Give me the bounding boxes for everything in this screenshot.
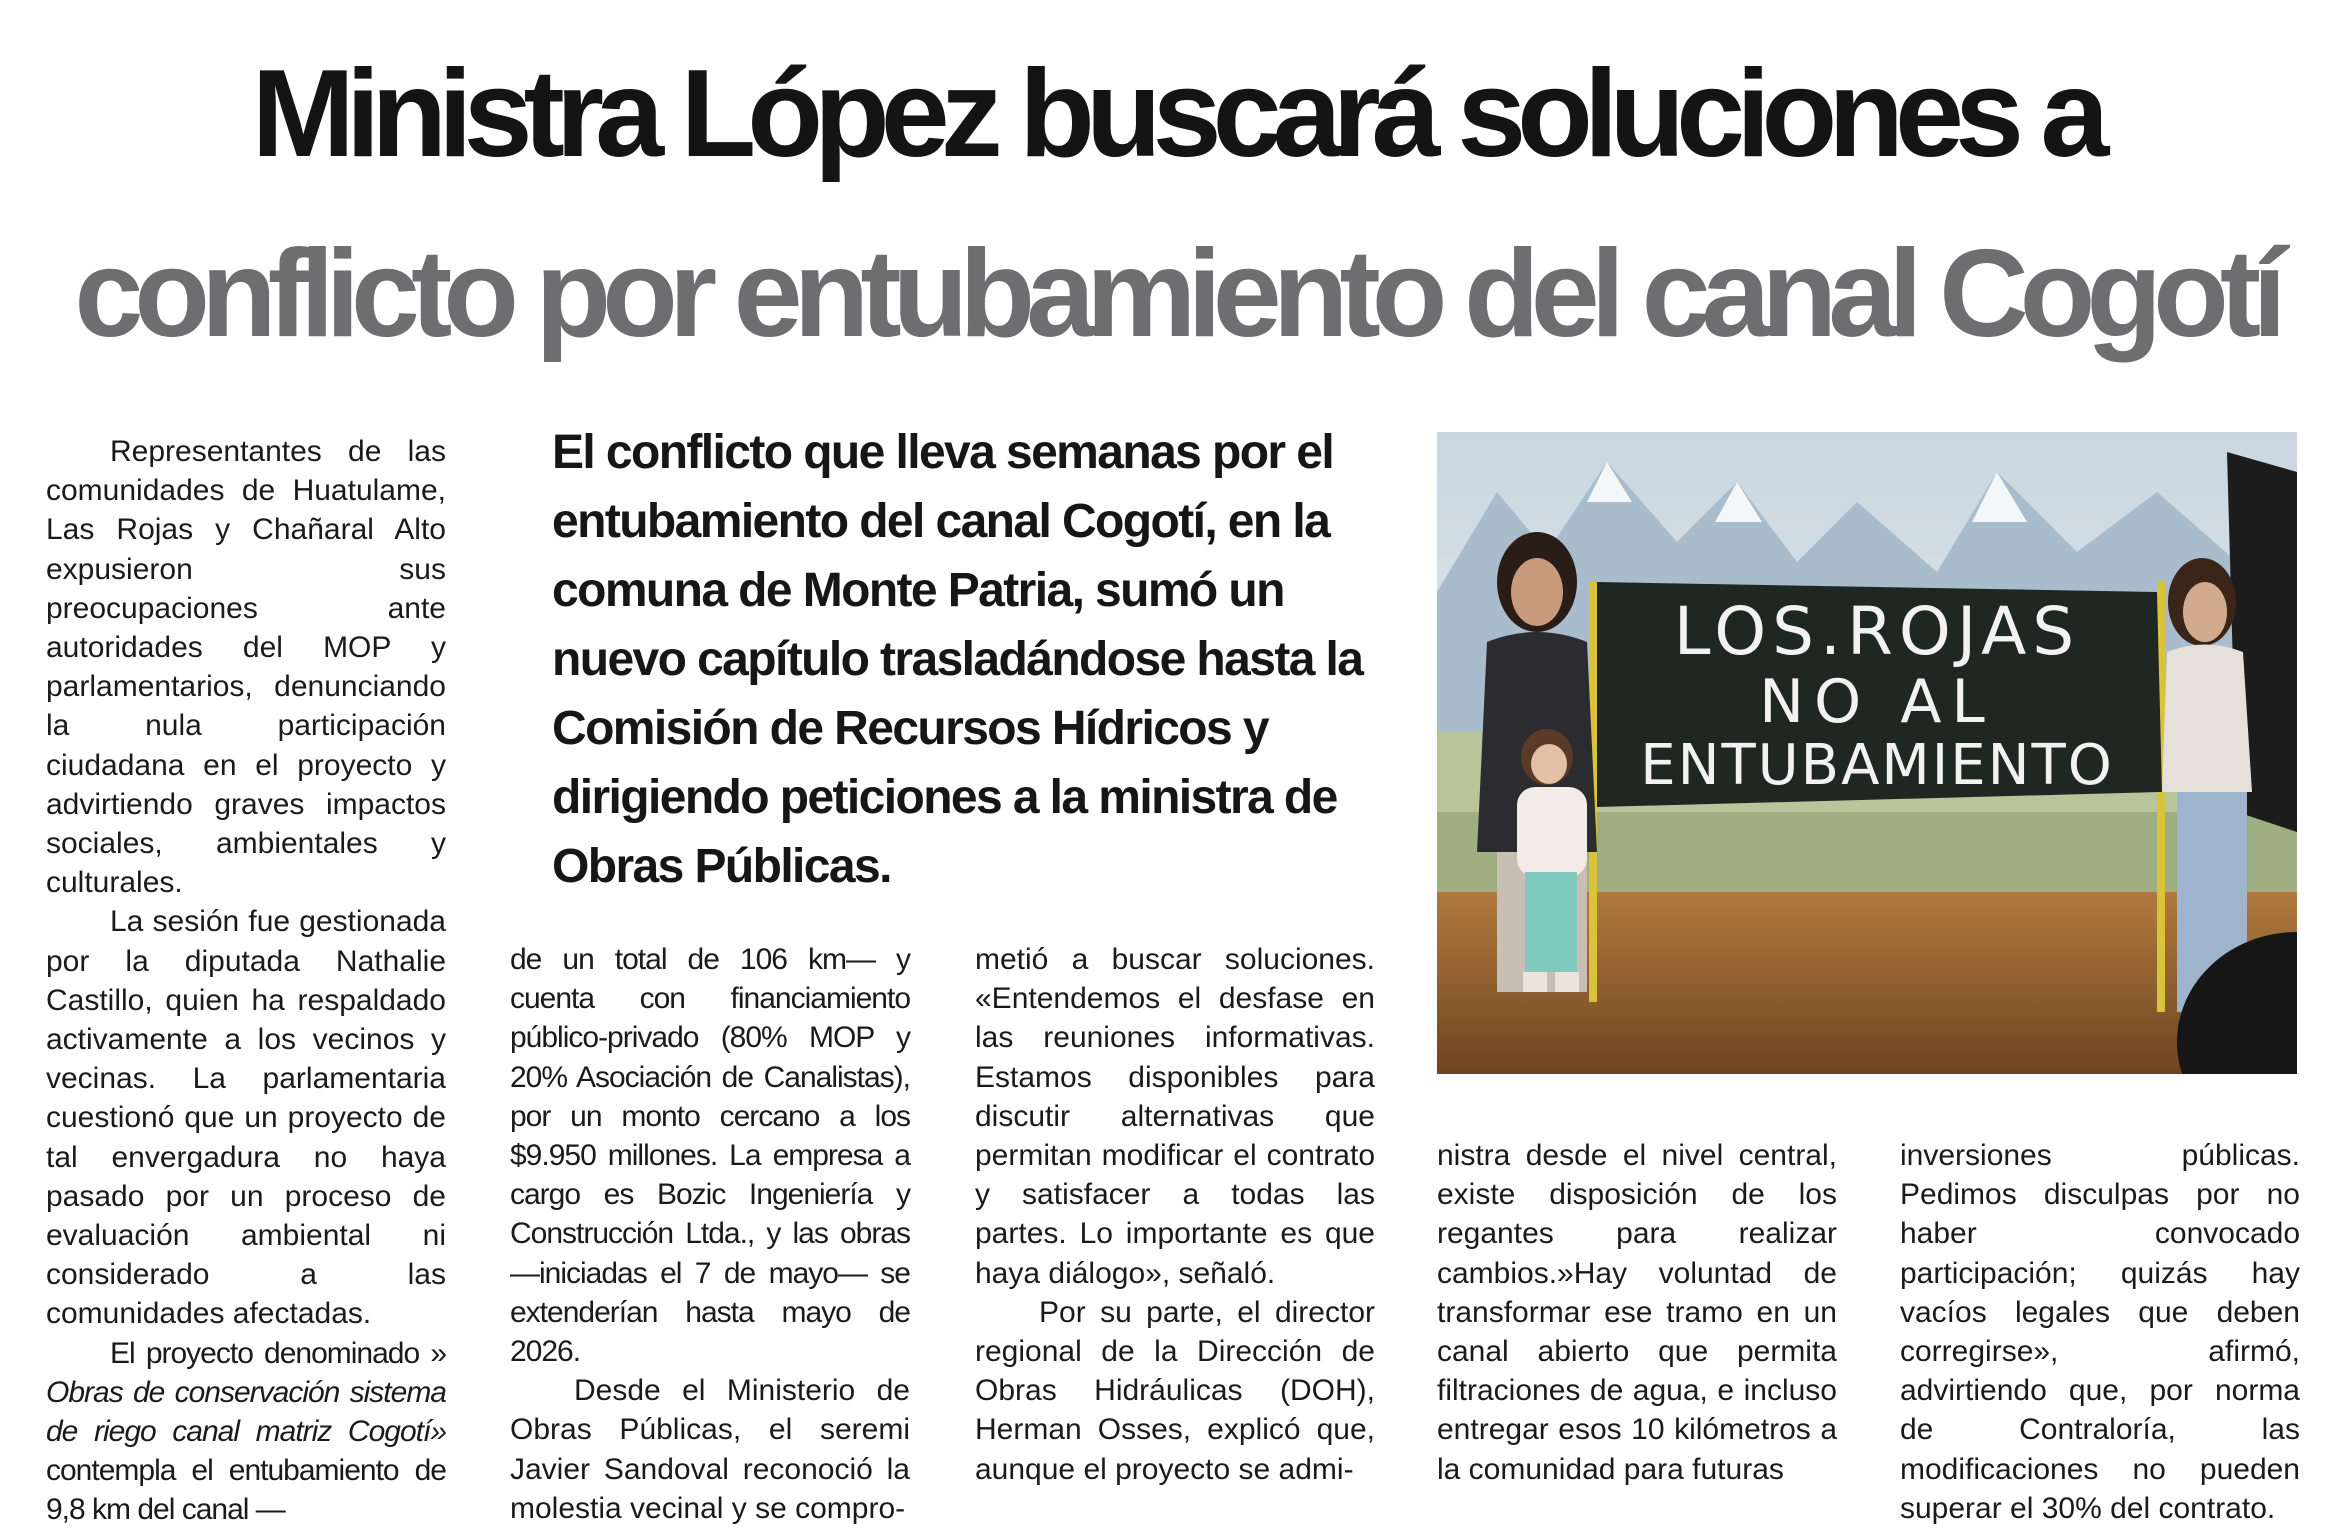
lead-paragraph: El conflicto que lleva semanas por el entubamiento del canal Cogotí, en la comuna de Monte Patria, sumó un nuevo capítulo trasladándose hasta la Comisión de Recursos Hídricos y dirigiendo peticiones a la ministra de Obras Públicas. xyxy=(552,426,1363,893)
body-paragraph-7: Por su parte, el director regional de la Dirección de Obras Hidráulicas (DOH), Herman Osses, explicó que, aunque el proyecto se admi- xyxy=(975,1295,1375,1486)
body-paragraph-4: de un total de 106 km— y cuenta con financiamiento público-privado (80% MOP y 20% Asociación de Canalistas), por un monto cercano a los $9.950 millones. La empresa a cargo es Bozic Ingeniería y Construcción Ltda., y las obras —iniciadas el 7 de mayo— se extenderían hasta mayo de 2026. xyxy=(510,943,910,1369)
banner-text-3: ENTUBAMIENTO xyxy=(1640,733,2114,798)
body-paragraph-6: metió a buscar soluciones. «Entendemos el desfase en las reuniones informativas. Estamos disponibles para discutir alternativas que permitan modificar el contrato y satisfacer a todas las partes. Lo importante es que haya diálogo», señaló. xyxy=(975,943,1375,1290)
project-desc-text: contempla el entubamiento de 9,8 km del canal — xyxy=(46,1454,446,1527)
body-paragraph-5: Desde el Ministerio de Obras Públicas, el seremi Javier Sandoval reconoció la molestia vecinal y se compro- xyxy=(510,1374,910,1525)
headline-line-1: Ministra López buscará soluciones a xyxy=(251,45,2101,183)
banner-text-2: NO AL xyxy=(1759,667,1995,737)
body-column-5 xyxy=(1900,1136,2300,1528)
banner-text-1: LOS.ROJAS xyxy=(1673,593,2081,670)
body-paragraph-2: La sesión fue gestionada por la diputada Nathalie Castillo, quien ha respaldado activamente a los vecinos y vecinas. La parlamentaria cuestionó que un proyecto de tal envergadura no haya pasado por un proceso de evaluación ambiental ni considerado a las comunidades afectadas. xyxy=(46,905,446,1331)
body-paragraph-3 xyxy=(46,1334,446,1530)
body-column-2 xyxy=(510,940,910,1528)
body-paragraph-1: Representantes de las comunidades de Huatulame, Las Rojas y Chañaral Alto expusieron sus preocupaciones ante autoridades del MOP y parlamentarios, denunciando la nula participación ciudadana en el proyecto y advirtiendo graves impactos sociales, ambientales y culturales. xyxy=(46,435,446,900)
project-name-italic: Obras de conservación sistema de riego canal matriz Cogotí» xyxy=(46,1375,446,1449)
body-column-3 xyxy=(975,940,1375,1489)
protest-photo xyxy=(1437,432,2297,1074)
child-body xyxy=(1517,787,1587,877)
body-column-1 xyxy=(46,432,446,1530)
headline-line-2: conflicto por entubamiento del canal Cogotí xyxy=(74,225,2278,363)
body-paragraph-8: nistra desde el nivel central, existe disposición de los regantes para realizar cambios.»Hay voluntad de transformar ese tramo en un canal abierto que permita filtraciones de agua, e incluso entregar esos 10 kilómetros a la comunidad para futuras xyxy=(1437,1139,1837,1486)
project-intro-text: El proyecto denominado » xyxy=(110,1336,446,1370)
body-column-4 xyxy=(1437,1136,1837,1489)
body-paragraph-9: inversiones públicas. Pedimos disculpas por no haber convocado participación; quizás hay vacíos legales que deben corregirse», afirmó, advirtiendo que, por norma de Contraloría, las modificaciones no pueden superar el 30% del contrato. xyxy=(1900,1139,2300,1525)
woman-right-body xyxy=(2162,645,2252,793)
